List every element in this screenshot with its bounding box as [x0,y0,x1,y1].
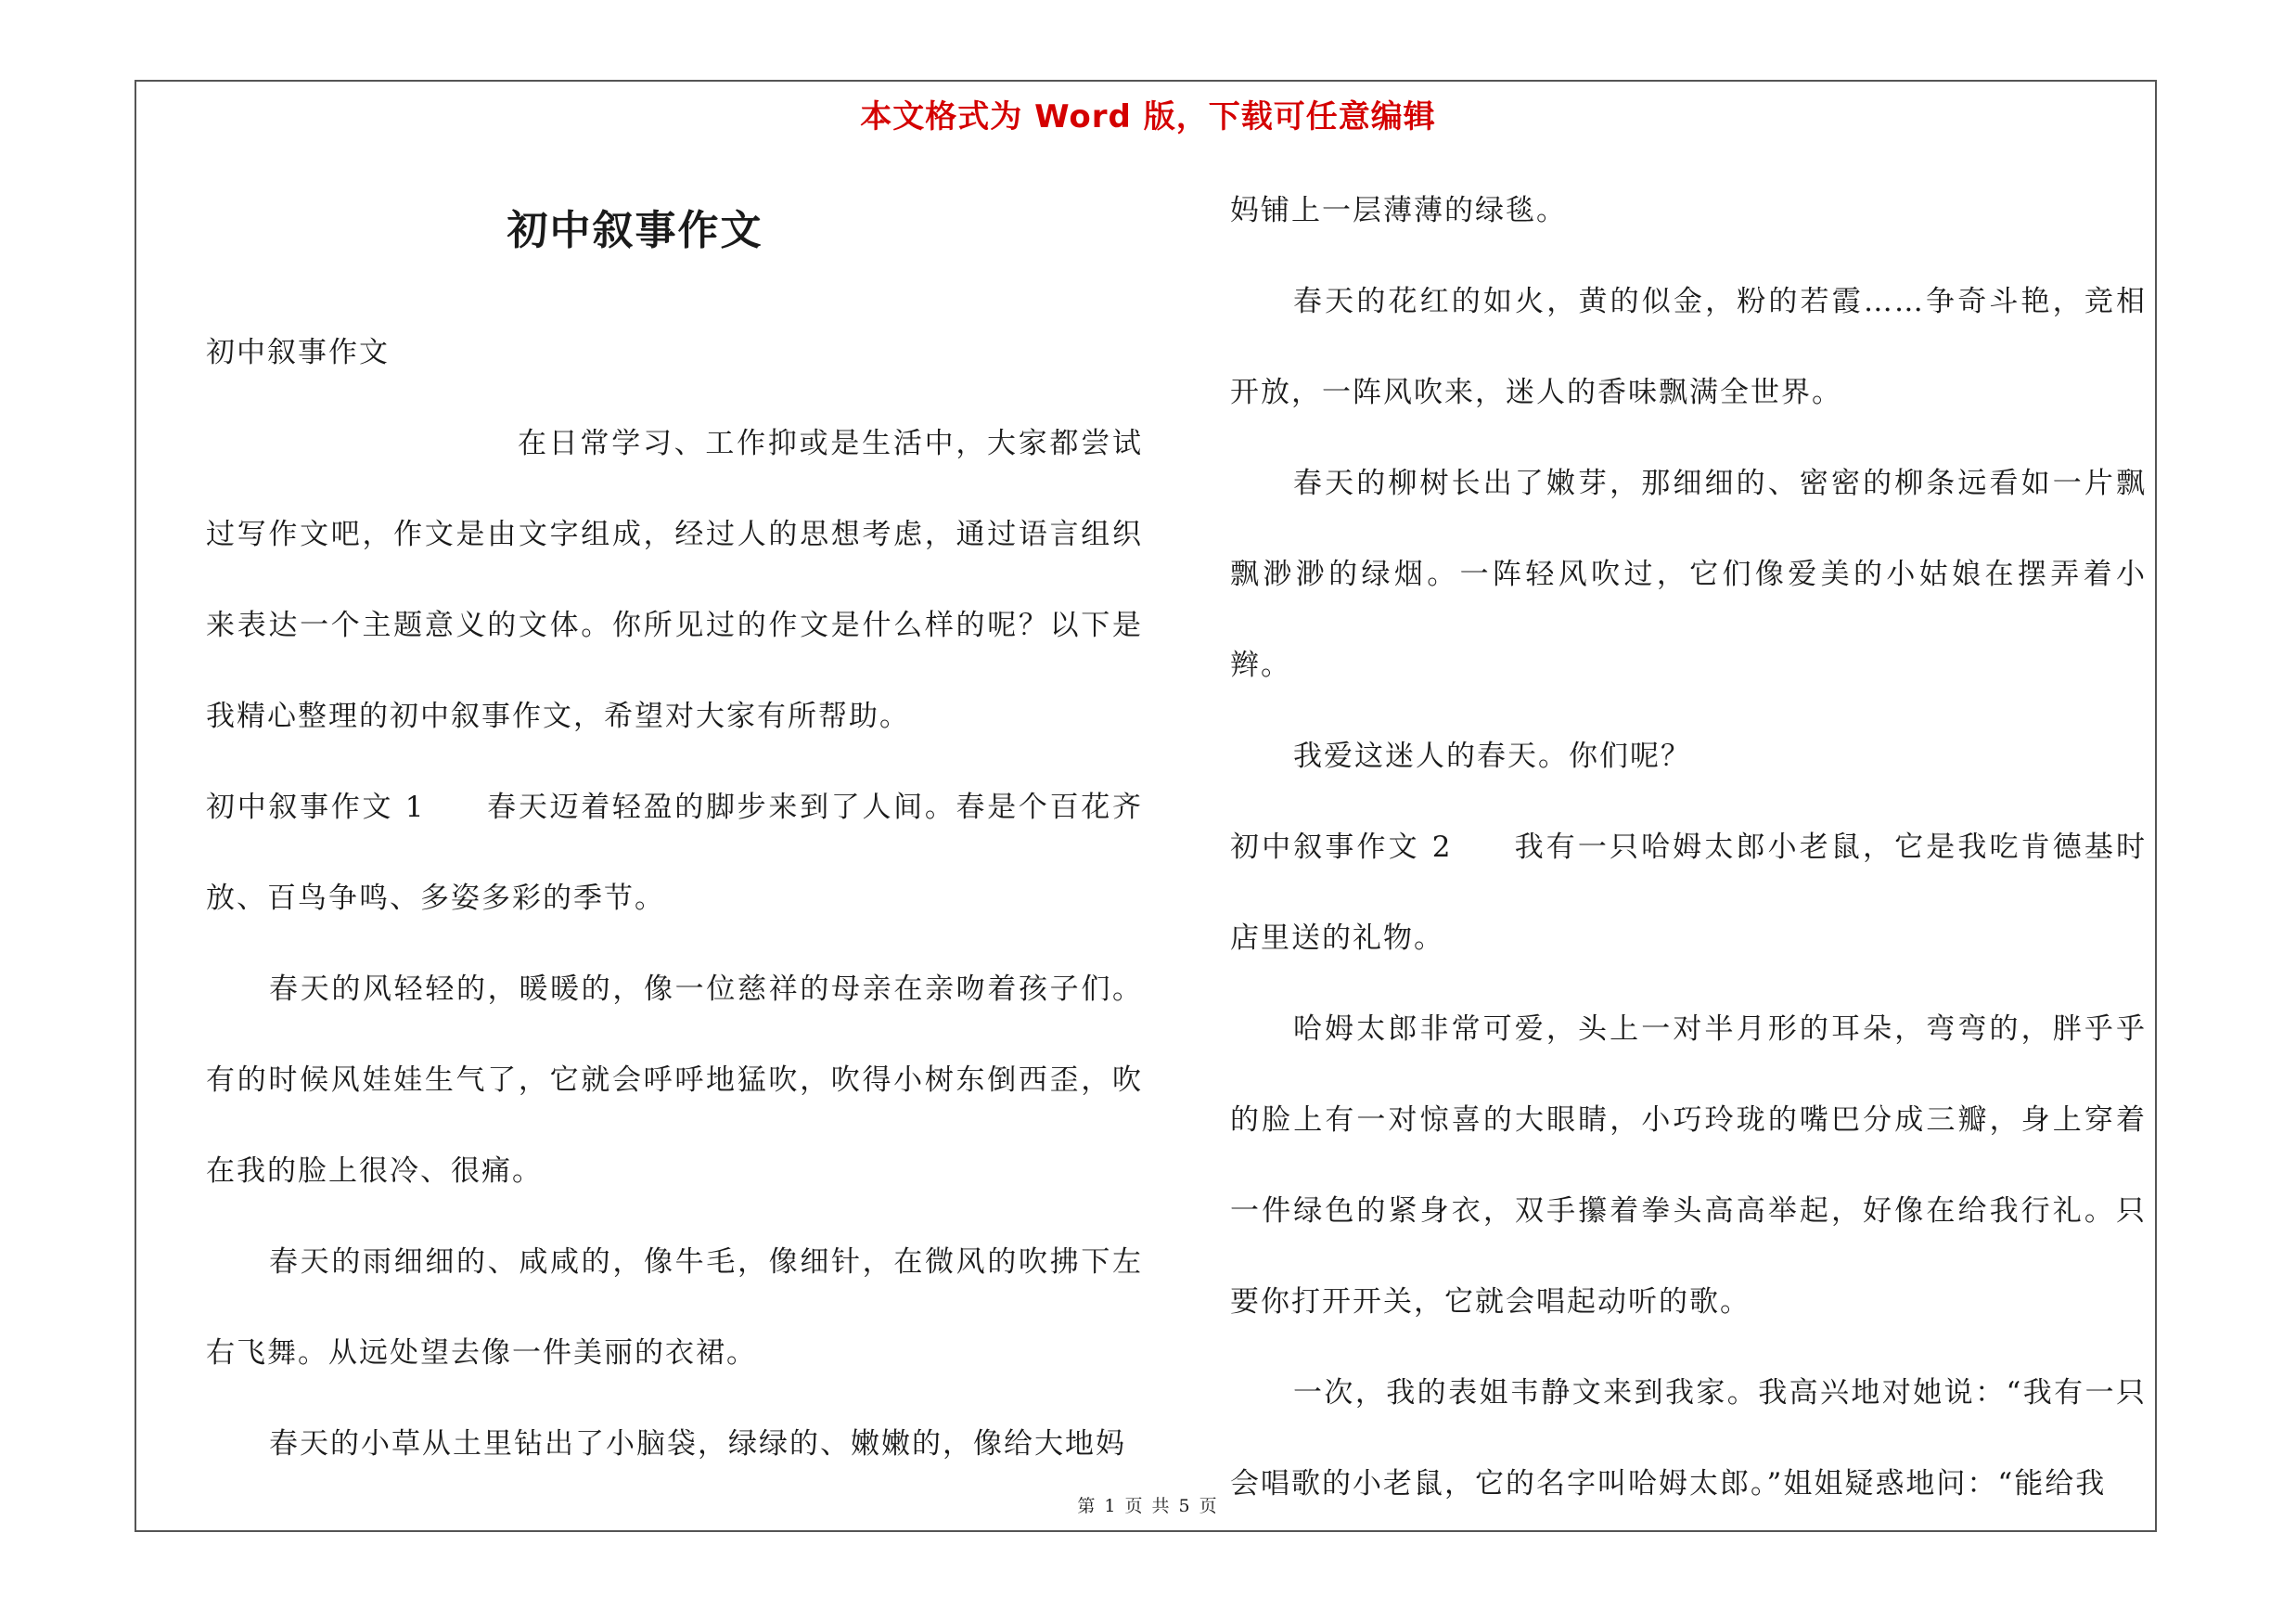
paragraph [1230,802,2147,984]
section-label: 初中叙事作文 2 [1230,831,1453,864]
paragraph: 哈姆太郎非常可爱，头上一对半月形的耳朵，弯弯的，胖乎乎的脸上有一对惊喜的大眼睛，小巧玲珑的嘴巴分成三瓣，身上穿着一件绿色的紧身衣，双手攥着拳头高高举起，好像在给我行礼。只要你打开开关，它就会唱起动听的歌。 [1230,1012,2147,1319]
paragraph [206,762,1143,944]
paragraph: 春天的雨细细的、咸咸的，像牛毛，像细针，在微风的吹拂下左右飞舞。从远处望去像一件美丽的衣裙。 [206,1245,1143,1370]
paragraph: 我爱这迷人的春天。你们呢？ [1293,740,1691,773]
word-format-banner: 本文格式为 Word 版，下载可任意编辑 [860,98,1436,135]
paragraph-text: 我有一只哈姆太郎小老鼠，它是我吃肯德基时店里送的礼物。 [1230,831,2148,955]
page-footer: 第 1 页 共 5 页 [1077,1496,1219,1516]
paragraph-text: 春天迈着轻盈的脚步来到了人间。春是个百花齐放、百鸟争鸣、多姿多彩的季节。 [206,791,1144,915]
document-title: 初中叙事作文 [507,207,763,254]
right-column [1230,165,2147,1529]
paragraph: 妈铺上一层薄薄的绿毯。 [1230,194,1567,227]
paragraph: 春天的风轻轻的，暖暖的，像一位慈祥的母亲在亲吻着孩子们。有的时候风娃娃生气了，它就会呼呼地猛吹，吹得小树东倒西歪，吹在我的脸上很冷、很痛。 [206,973,1143,1188]
paragraph: 春天的花红的如火，黄的似金，粉的若霞……争奇斗艳，竞相开放，一阵风吹来，迷人的香味飘满全世界。 [1230,285,2147,409]
paragraph: 初中叙事作文 [206,336,390,369]
section-label: 初中叙事作文 1 [206,791,426,824]
paragraph: 春天的小草从土里钻出了小脑袋，绿绿的、嫩嫩的，像给大地妈 [269,1427,1126,1461]
left-column [206,307,1143,1489]
paragraph: 春天的柳树长出了嫩芽，那细细的、密密的柳条远看如一片飘飘渺渺的绿烟。一阵轻风吹过，它们像爱美的小姑娘在摆弄着小辫。 [1230,467,2147,682]
paragraph: 一次，我的表姐韦静文来到我家。我高兴地对她说：“我有一只会唱歌的小老鼠，它的名字叫哈姆太郎。”姐姐疑惑地问：“能给我 [1230,1376,2147,1501]
paragraph: 在日常学习、工作抑或是生活中，大家都尝试过写作文吧，作文是由文字组成，经过人的思想考虑，通过语言组织来表达一个主题意义的文体。你所见过的作文是什么样的呢？以下是我精心整理的初中叙事作文，希望对大家有所帮助。 [206,427,1143,733]
